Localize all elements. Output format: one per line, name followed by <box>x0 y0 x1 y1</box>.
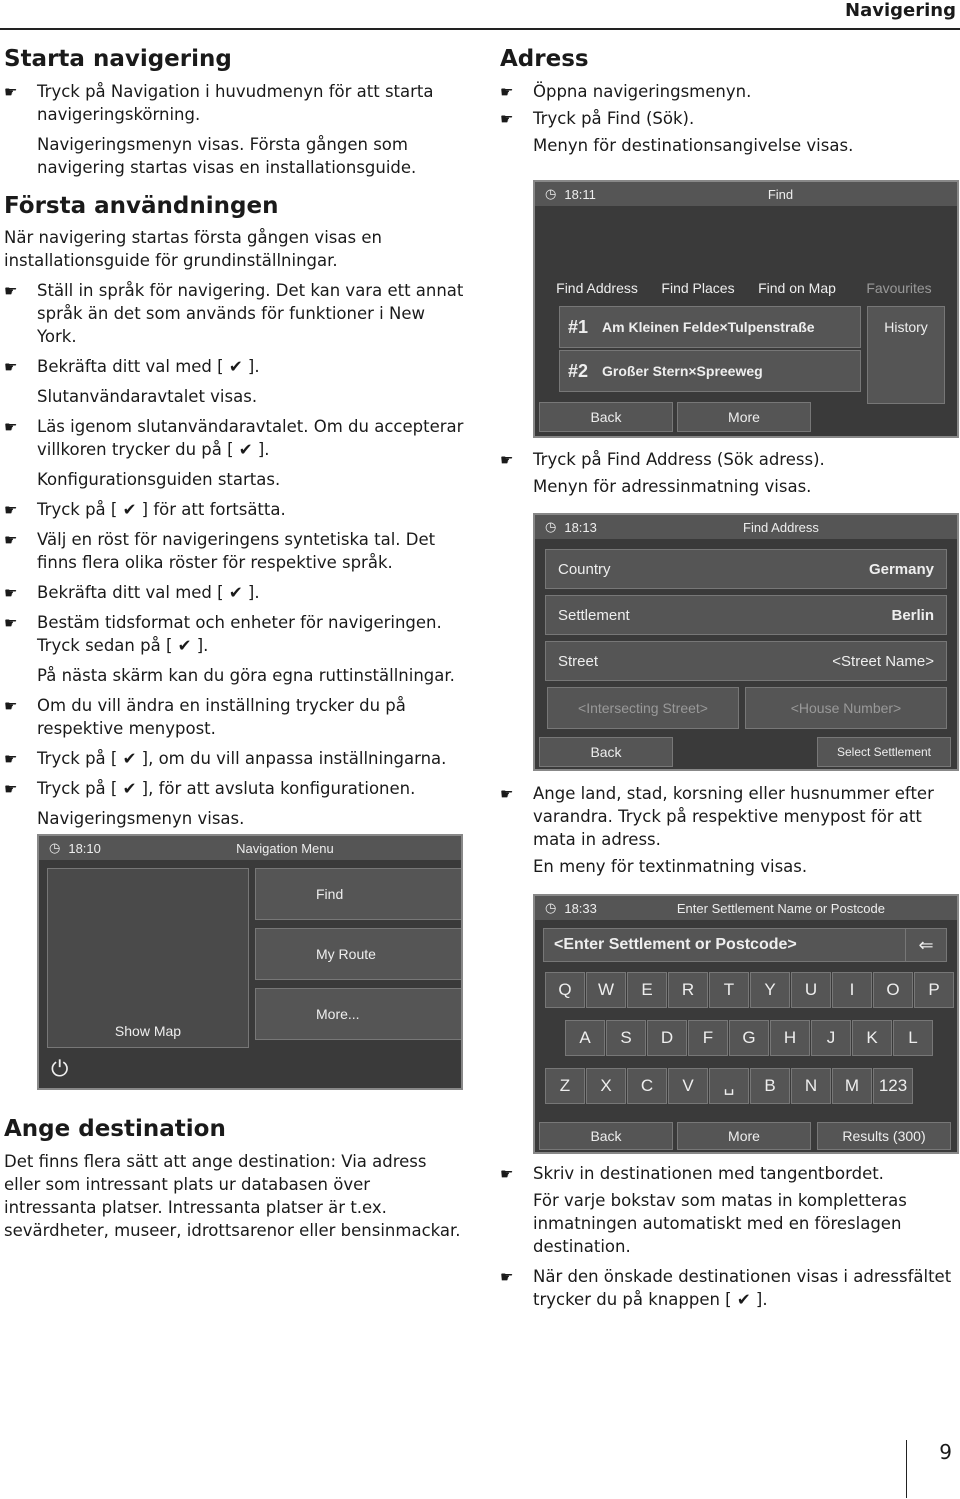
key-V[interactable]: V <box>668 1068 708 1104</box>
list-item: ☛ Bekräfta ditt val med [ ✔ ]. <box>4 355 464 378</box>
back-button[interactable]: Back <box>539 1122 673 1150</box>
key-K[interactable]: K <box>852 1020 892 1056</box>
key-F[interactable]: F <box>688 1020 728 1056</box>
favourites-tile[interactable]: Favourites <box>866 280 932 296</box>
my-route-button[interactable]: My Route <box>255 928 463 980</box>
pointing-hand-icon: ☛ <box>500 451 514 469</box>
list-item: ☛ Tryck på Navigation i huvudmenyn för att starta navigeringskörning. <box>4 81 434 124</box>
pointing-hand-icon: ☛ <box>4 750 18 769</box>
screen-time: 18:10 <box>68 840 101 856</box>
pointing-hand-icon: ☛ <box>500 109 514 128</box>
key-M[interactable]: M <box>832 1068 872 1104</box>
list-item: ☛ När den önskade destinationen visas i adressfältet trycker du på knappen [ ✔ ]. <box>500 1267 952 1309</box>
settlement-row[interactable]: Settlement Berlin <box>545 595 947 635</box>
space-key[interactable]: ␣ <box>709 1068 749 1104</box>
keyboard-screenshot: ◷ 18:33 Enter Settlement Name or Postcode <Enter Settlement or Postcode> ⇐ Q W E R T Y U I O P A S D F G H J K L Z X C V ␣ B N M 123 Back More Results (300) <box>533 894 959 1154</box>
destination-section <box>4 1116 464 1242</box>
key-Y[interactable]: Y <box>750 972 790 1008</box>
find-address-screenshot: ◷ 18:13 Find Address Country Germany Settlement Berlin Street <Street Name> <Intersecting Street> <House Number> Back Select Settlement <box>533 513 959 771</box>
key-R[interactable]: R <box>668 972 708 1008</box>
list-item: ☛ Tryck på Find (Sök). <box>500 107 958 130</box>
select-settlement-button[interactable]: Select Settlement <box>817 737 951 767</box>
key-U[interactable]: U <box>791 972 831 1008</box>
key-O[interactable]: O <box>873 972 913 1008</box>
more-button[interactable]: More <box>677 402 811 432</box>
list-item: ☛ Skriv in destinationen med tangentbordet. <box>500 1162 958 1185</box>
show-map-button[interactable]: Show Map <box>47 868 249 1048</box>
list-item: ☛ Om du vill ändra en inställning trycker du på respektive menypost. <box>4 696 406 739</box>
key-I[interactable]: I <box>832 972 872 1008</box>
key-123[interactable]: 123 <box>873 1068 913 1104</box>
key-W[interactable]: W <box>586 972 626 1008</box>
key-E[interactable]: E <box>627 972 667 1008</box>
clock-icon: ◷ <box>545 519 557 534</box>
back-button[interactable]: Back <box>539 402 673 432</box>
settlement-input[interactable]: <Enter Settlement or Postcode> <box>543 928 909 962</box>
pointing-hand-icon: ☛ <box>4 358 18 377</box>
header-rule <box>0 28 960 30</box>
results-button[interactable]: Results (300) <box>817 1122 951 1150</box>
pointing-hand-icon: ☛ <box>4 82 18 101</box>
key-G[interactable]: G <box>729 1020 769 1056</box>
destination-text: Det finns flera sätt att ange destination: Via adress eller som intressant plats ur databasen över intressanta platser. Intressanta platser är t.ex. sevärdheter, museer, idrottsarenor eller bensinmackar. <box>4 1151 461 1240</box>
section-title-address: Adress <box>500 46 589 72</box>
left-column <box>4 46 464 837</box>
list-item: ☛ Tryck på Find Address (Sök adress). <box>500 448 958 471</box>
list-item-result: Navigeringsmenyn visas. <box>37 809 245 829</box>
clock-icon: ◷ <box>49 840 61 855</box>
key-A[interactable]: A <box>565 1020 605 1056</box>
country-row[interactable]: Country Germany <box>545 549 947 589</box>
find-on-map-tile[interactable]: Find on Map <box>758 280 836 296</box>
list-item-result: På nästa skärm kan du göra egna ruttinställningar. <box>37 666 455 686</box>
backspace-icon[interactable]: ⇐ <box>905 928 947 962</box>
right-column <box>500 46 958 164</box>
house-number-field[interactable]: <House Number> <box>745 687 947 729</box>
key-S[interactable]: S <box>606 1020 646 1056</box>
more-button[interactable]: More... <box>255 988 463 1040</box>
pointing-hand-icon: ☛ <box>4 282 18 301</box>
list-item-result: Konfigurationsguiden startas. <box>37 470 281 490</box>
pointing-hand-icon: ☛ <box>4 418 18 437</box>
history-row-1[interactable]: #1 Am Kleinen Felde×Tulpenstraße <box>559 306 861 348</box>
navigation-menu-screenshot <box>37 834 463 1090</box>
find-screenshot: ◷ 18:11 Find Find Address Find Places Find on Map Favourites #1 Am Kleinen Felde×Tulpenstraße #2 Großer Stern×Spreeweg History Back More <box>533 180 959 438</box>
key-L[interactable]: L <box>893 1020 933 1056</box>
clock-icon: ◷ <box>545 186 557 201</box>
after-find-text <box>500 448 958 505</box>
key-Q[interactable]: Q <box>545 972 585 1008</box>
pointing-hand-icon: ☛ <box>4 584 18 603</box>
list-item: ☛ Öppna navigeringsmenyn. <box>500 80 958 103</box>
key-J[interactable]: J <box>811 1020 851 1056</box>
clock-icon: ◷ <box>545 900 557 915</box>
find-address-tile[interactable]: Find Address <box>556 280 638 296</box>
list-item: ☛ Bestäm tidsformat och enheter för navigeringen. Tryck sedan på [ ✔ ]. <box>4 613 442 656</box>
key-P[interactable]: P <box>914 972 954 1008</box>
list-item-result: Menyn för destinationsangivelse visas. <box>533 135 854 155</box>
list-item-result: Navigeringsmenyn visas. Första gången som navigering startas visas en installationsguide. <box>37 134 417 177</box>
after-address-text <box>500 782 958 885</box>
list-item: ☛ Ange land, stad, korsning eller husnummer efter varandra. Tryck på respektive menypost för att mata in adress. <box>500 784 934 849</box>
key-N[interactable]: N <box>791 1068 831 1104</box>
intersecting-street-field[interactable]: <Intersecting Street> <box>547 687 739 729</box>
footer-rule <box>906 1440 907 1498</box>
back-button[interactable]: Back <box>539 737 673 767</box>
section-title-first-use: Första användningen <box>4 192 279 219</box>
pointing-hand-icon: ☛ <box>4 780 18 799</box>
key-D[interactable]: D <box>647 1020 687 1056</box>
power-icon[interactable]: ⏻ <box>51 1056 69 1081</box>
key-Z[interactable]: Z <box>545 1068 585 1104</box>
list-item: ☛ Ställ in språk för navigering. Det kan vara ett annat språk än det som används för funktioner i New York. <box>4 281 464 347</box>
list-item-result: För varje bokstav som matas in kompletteras inmatningen automatiskt med en föreslagen destination. <box>533 1191 907 1256</box>
list-item: ☛ Välj en röst för navigeringens syntetiska tal. Det finns flera olika röster för respektive språk. <box>4 530 436 573</box>
pointing-hand-icon: ☛ <box>500 1268 514 1286</box>
list-item: ☛ Bekräfta ditt val med [ ✔ ]. <box>4 581 464 604</box>
list-item-result: Menyn för adressinmatning visas. <box>533 477 812 496</box>
list-item: ☛ Tryck på [ ✔ ], om du vill anpassa inställningarna. <box>4 747 464 770</box>
pointing-hand-icon: ☛ <box>4 501 18 520</box>
after-keyboard-text <box>500 1162 958 1318</box>
list-item: ☛ Läs igenom slutanvändaravtalet. Om du accepterar villkoren trycker du på [ ✔ ]. <box>4 417 464 460</box>
screen-title: Navigation Menu <box>236 840 334 856</box>
key-H[interactable]: H <box>770 1020 810 1056</box>
key-X[interactable]: X <box>586 1068 626 1104</box>
pointing-hand-icon: ☛ <box>500 1165 514 1183</box>
find-button[interactable]: Find <box>255 868 463 920</box>
page-header-title: Navigering <box>845 0 956 21</box>
pointing-hand-icon: ☛ <box>4 614 18 633</box>
list-item-result: En meny för textinmatning visas. <box>533 857 808 876</box>
list-item: ☛ Tryck på [ ✔ ] för att fortsätta. <box>4 498 464 521</box>
pointing-hand-icon: ☛ <box>4 697 18 716</box>
pointing-hand-icon: ☛ <box>500 785 514 803</box>
find-places-tile[interactable]: Find Places <box>661 280 735 296</box>
pointing-hand-icon: ☛ <box>500 82 514 101</box>
pointing-hand-icon: ☛ <box>4 531 18 550</box>
history-row-2[interactable]: #2 Großer Stern×Spreeweg <box>559 350 861 392</box>
street-row[interactable]: Street <Street Name> <box>545 641 947 681</box>
list-item-result: Slutanvändaravtalet visas. <box>37 387 258 407</box>
key-C[interactable]: C <box>627 1068 667 1104</box>
more-button[interactable]: More <box>677 1122 811 1150</box>
first-use-intro: När navigering startas första gången visas en installationsguide för grundinställningar. <box>4 228 382 271</box>
history-button[interactable]: History <box>867 306 945 404</box>
list-item: ☛ Tryck på [ ✔ ], för att avsluta konfigurationen. <box>4 777 464 800</box>
section-title-start: Starta navigering <box>4 46 232 72</box>
page-number: 9 <box>939 1440 952 1464</box>
key-T[interactable]: T <box>709 972 749 1008</box>
section-title-destination: Ange destination <box>4 1116 226 1142</box>
key-B[interactable]: B <box>750 1068 790 1104</box>
